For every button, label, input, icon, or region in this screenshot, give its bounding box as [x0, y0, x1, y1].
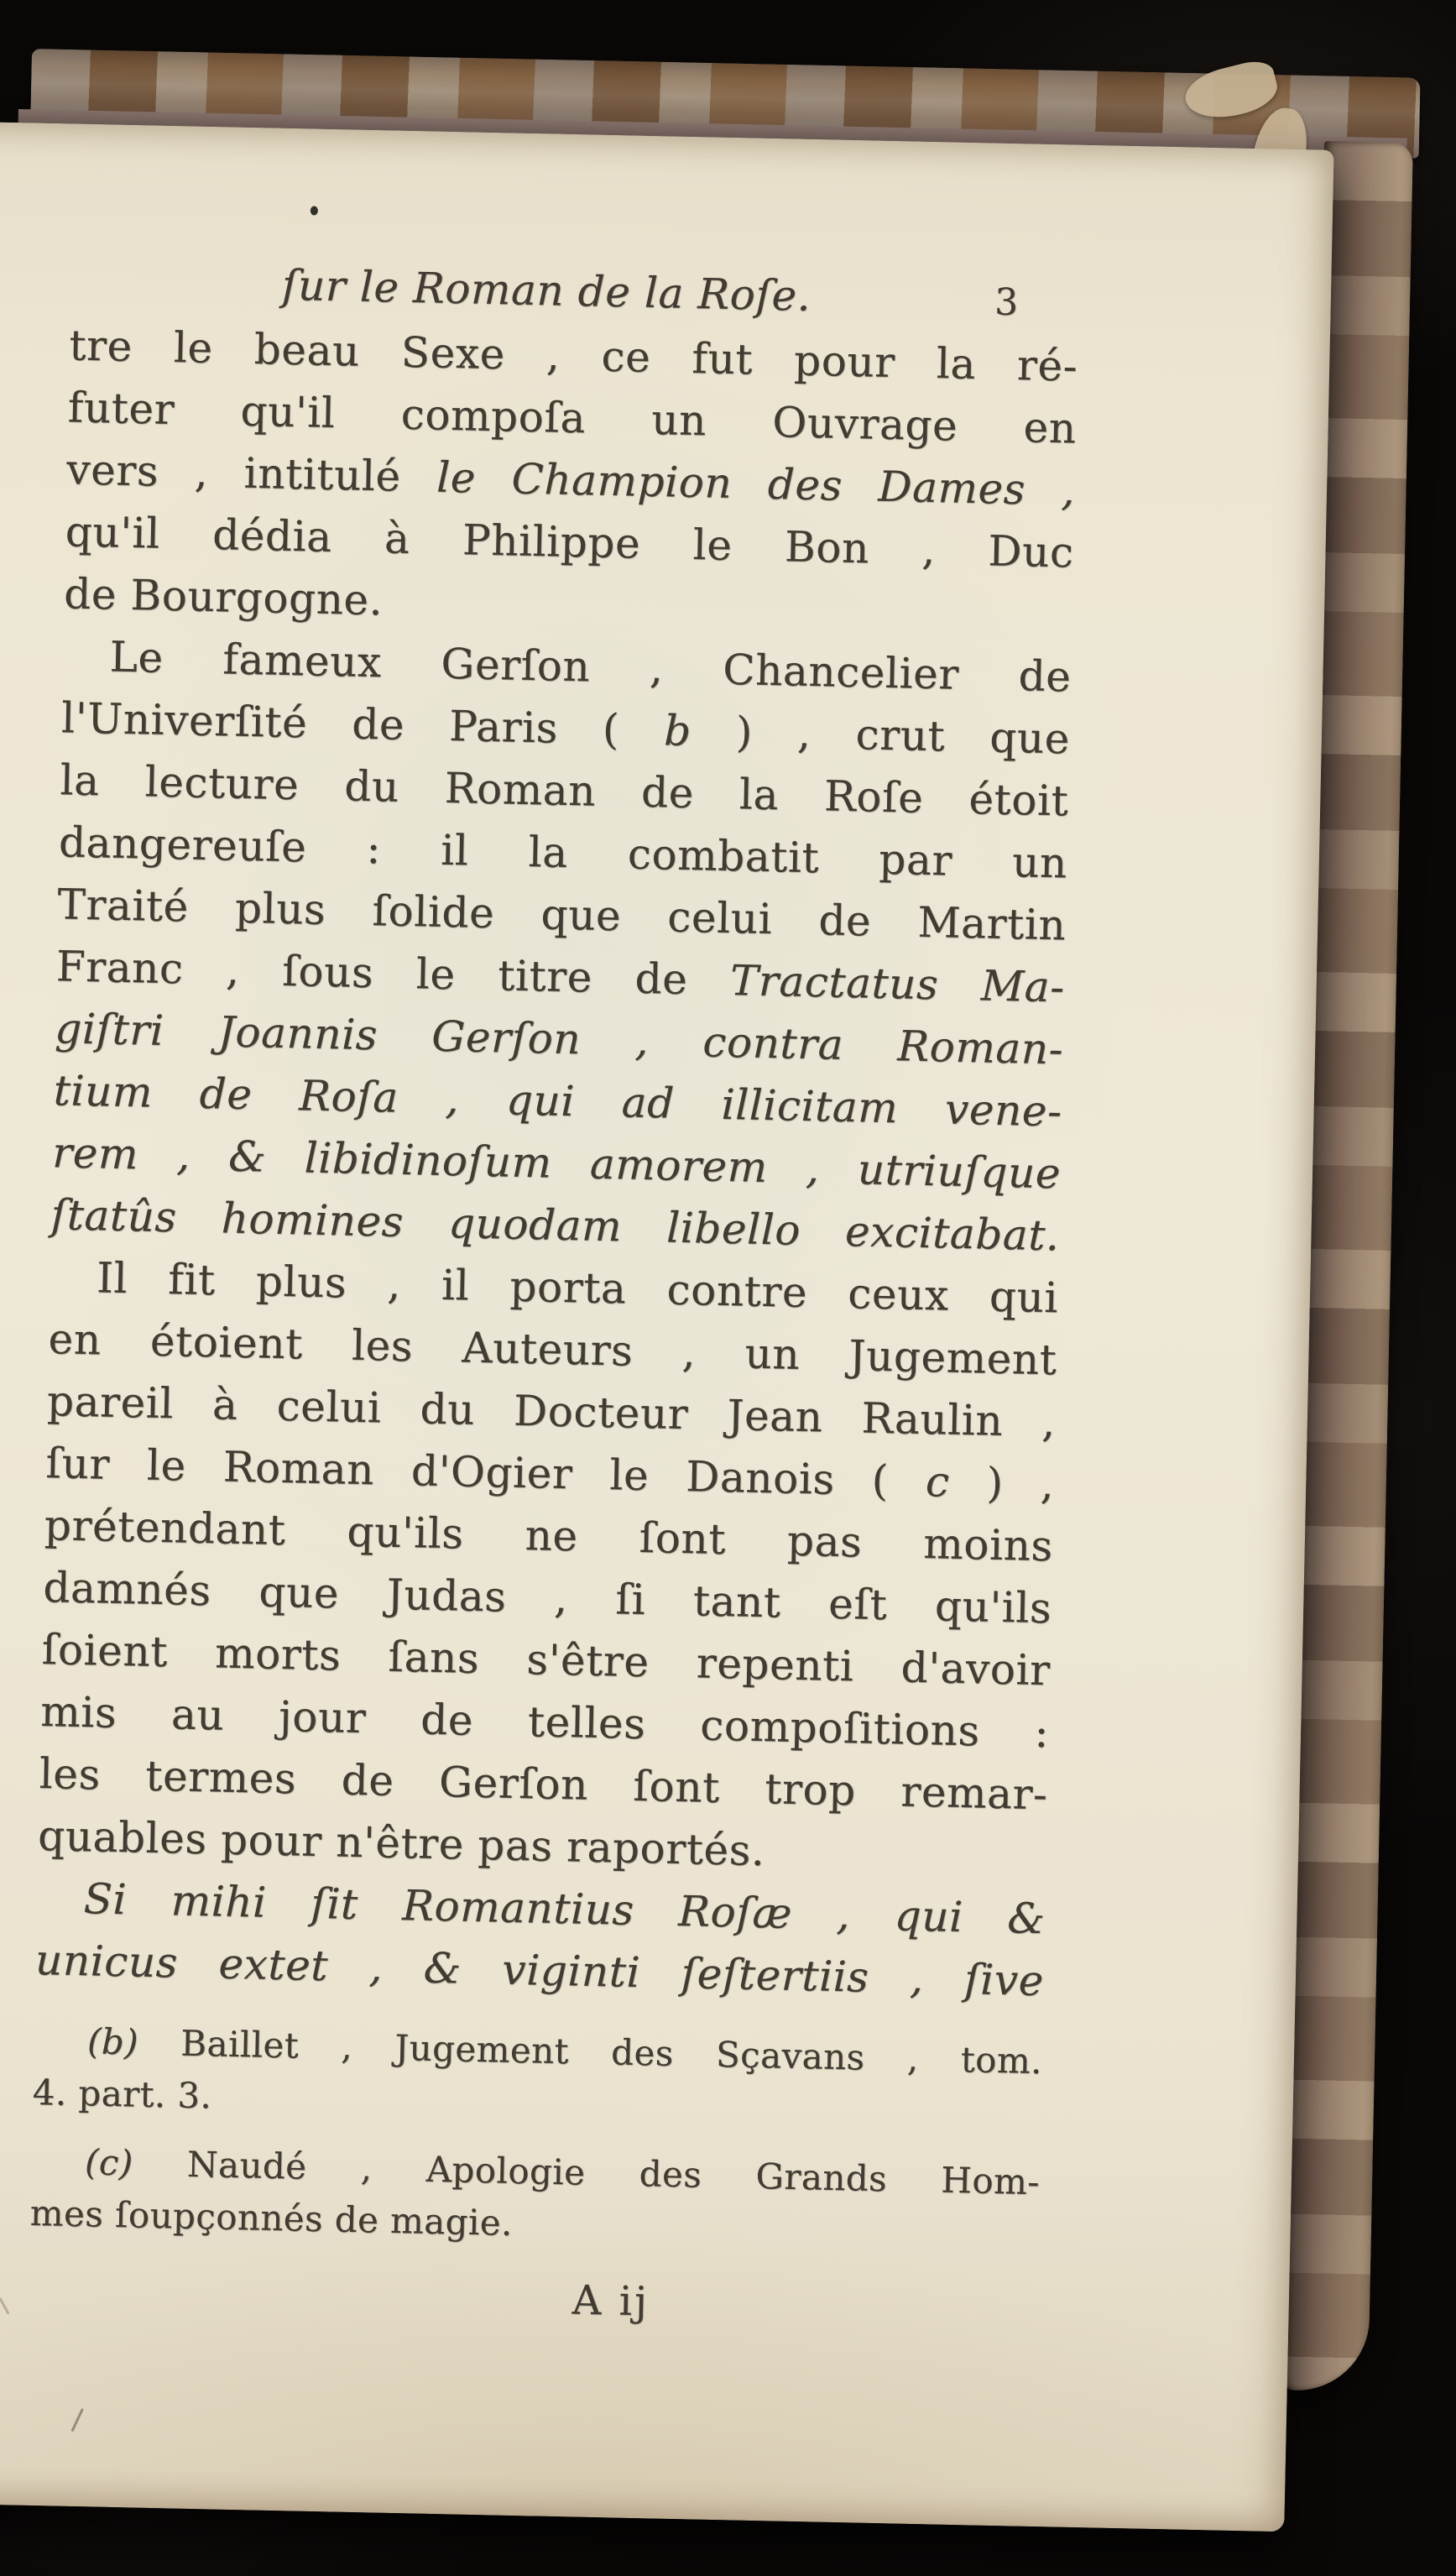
italic-text-segment: Si mihi ſit Romantius Roſæ , qui &	[83, 1874, 1046, 1944]
text-segment: futer qu'il compoſa un Ouvrage en	[67, 383, 1078, 453]
text-segment: 4. part. 3.	[32, 2071, 212, 2117]
text-segment: dangereuſe : il la combatit par un	[58, 818, 1068, 888]
text-segment: les termes de Gerſon ſont trop remar-	[39, 1749, 1049, 1820]
text-segment: en étoient les Auteurs , un Jugement	[48, 1314, 1057, 1385]
text-segment: la lecture du Roman de la Roſe étoit	[59, 755, 1069, 826]
printed-text-block	[28, 249, 1079, 2341]
text-segment: pareil à celui du Docteur Jean Raulin ,	[46, 1377, 1057, 1447]
text-segment: Baillet , Jugement des Sçavans , tom.	[138, 2021, 1043, 2082]
italic-text-segment: giſtri Joannis Gerſon , contra Roman-	[54, 1004, 1064, 1074]
ink-speck	[311, 206, 318, 215]
text-segment: vers , intitulé	[65, 445, 437, 502]
signature-mark: A ij	[571, 2276, 650, 2326]
text-segment: Franc , ſous le titre de	[55, 942, 731, 1006]
italic-text-segment: Tractatus Ma-	[729, 956, 1066, 1012]
text-segment: l'Univerſité de Paris (	[60, 693, 665, 755]
text-segment: de Bourgogne.	[63, 569, 384, 625]
italic-text-segment: ſtatûs homines quodam libello excitabat.	[50, 1190, 1061, 1261]
text-segment: ſur le Roman d'Ogier le Danois (	[44, 1439, 926, 1507]
italic-text-segment: c	[925, 1457, 951, 1507]
page-number: 3	[994, 280, 1020, 325]
footnotes	[29, 2014, 1042, 2260]
text-segment: damnés que Judas , ſi tant eſt qu'ils	[42, 1563, 1052, 1633]
book-page	[0, 122, 1334, 2532]
text-segment: prétendant qu'ils ne ſont pas moins	[44, 1501, 1054, 1571]
text-segment: tre le beau Sexe , ce fut pour la ré-	[68, 321, 1078, 391]
paper-fiber-mark	[0, 2297, 10, 2315]
text-segment: quables pour n'être pas raportés.	[37, 1811, 766, 1876]
text-segment: ) , crut que	[691, 707, 1071, 764]
body-text	[34, 314, 1078, 2012]
text-segment: Il fit plus , il porta contre ceux qui	[96, 1253, 1059, 1323]
text-segment: mis au jour de telles compoſitions :	[39, 1687, 1050, 1758]
italic-text-segment: b	[663, 706, 692, 756]
text-segment: mes ſoupçonnés de magie.	[29, 2192, 514, 2244]
text-segment: Le fameux Gerſon , Chancelier de	[109, 632, 1072, 702]
text-segment: qu'il dédia à Philippe le Bon , Duc	[65, 507, 1075, 577]
italic-text-segment: unicus extet , & viginti ſeſtertiis , ſive	[34, 1935, 1045, 2006]
text-segment: Naudé , Apologie des Grands Hom-	[133, 2142, 1041, 2203]
italic-text-segment: rem , & libidinoſum amorem , utriuſque	[51, 1128, 1062, 1199]
text-segment: Traité plus ſolide que celui de Martin	[56, 880, 1067, 950]
italic-text-segment: (c)	[84, 2141, 134, 2184]
text-segment: ſoient morts ſans s'être repenti d'avoir	[41, 1625, 1052, 1696]
italic-text-segment: tium de Roſa , qui ad illicitam vene-	[53, 1066, 1063, 1136]
italic-text-segment: (b)	[86, 2020, 139, 2063]
italic-text-segment: le Champion des Dames ,	[436, 452, 1076, 515]
paper-fiber-mark	[70, 2408, 83, 2432]
running-title: ſur le Roman de la Roſe.	[281, 260, 811, 321]
text-segment: ) ,	[948, 1457, 1055, 1509]
